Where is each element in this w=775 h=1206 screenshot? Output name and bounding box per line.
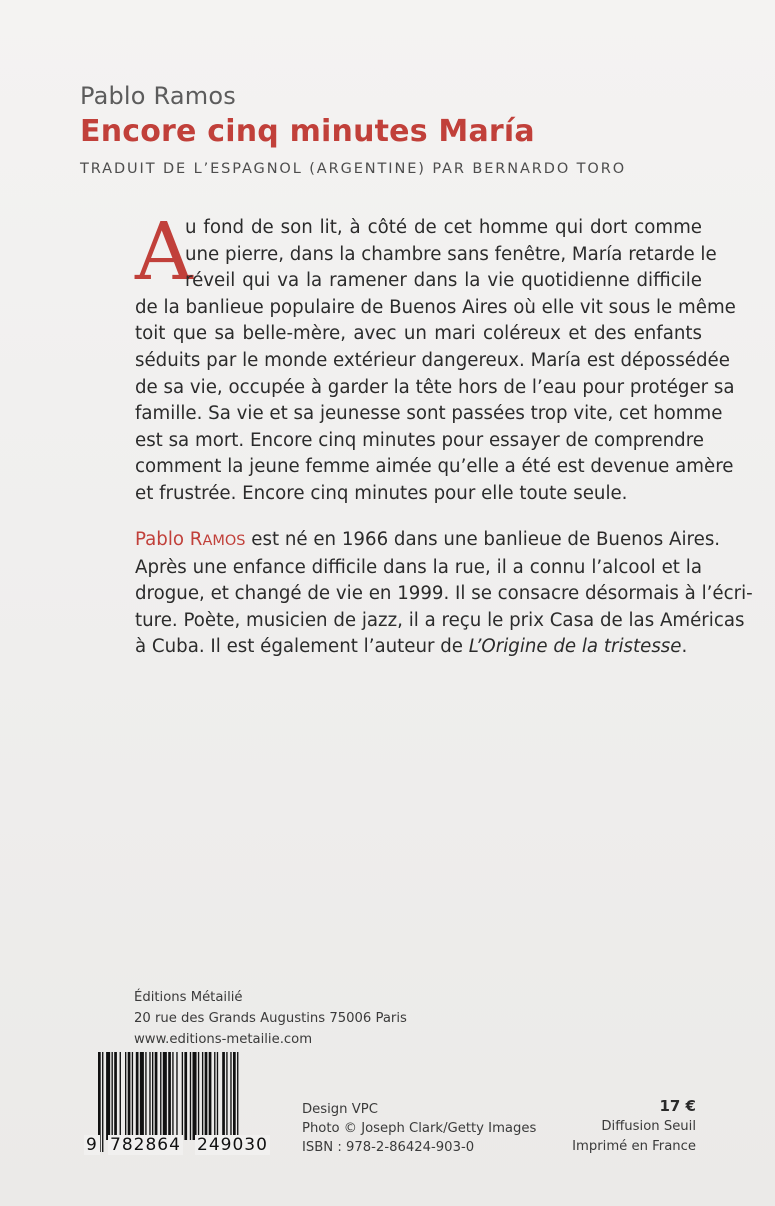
blurb-line: et frustrée. Encore cinq minutes pour elle toute seule. [135,482,628,504]
barcode-digits-group1: 782864 [110,1135,181,1155]
blurb-line: toit que sa belle-mère, avec un mari coléreux et des enfants [135,323,702,345]
blurb-line: comment la jeune femme aimée qu’elle a été est devenue amère [135,456,734,478]
barcode-bar [106,1052,110,1140]
blurb-line: séduits par le monde extérieur dangereux. María est dépossédée [135,349,730,371]
barcode-bar [102,1052,103,1152]
barcode-bar [132,1052,133,1140]
bio-line: Après une enfance difficile dans la rue, il a connu l’alcool et la [135,556,702,578]
barcode-bar [152,1052,153,1140]
publisher-address: 20 rue des Grands Augustins 75006 Paris [134,1011,407,1026]
distribution-info [572,1117,696,1157]
barcode-bar [145,1052,146,1140]
blurb-paragraph [135,215,736,508]
distributor: Diffusion Seuil [601,1119,696,1134]
author-name: Pablo Ramos [80,82,236,110]
book-title: Encore cinq minutes María [80,114,535,149]
publisher-info [134,987,407,1050]
blurb-line: réveil qui va la ramener dans la vie quotidienne difficile [185,270,702,292]
blurb-line: famille. Sa vie et sa jeunesse sont passées trop vite, cet homme [135,403,723,425]
barcode-bar [163,1052,167,1140]
barcode-bar [202,1052,203,1140]
barcode-bar [176,1052,177,1140]
barcode-bar [193,1052,197,1140]
blurb-line: de la banlieue populaire de Buenos Aires où elle vit sous le même [135,296,736,318]
price: 17 € [659,1097,696,1115]
blurb-line: une pierre, dans la chambre sans fenêtre, María retarde le [185,243,717,265]
credits-block [302,1100,536,1157]
blurb-line: de sa vie, occupée à garder la tête hors de l’eau pour protéger sa [135,376,735,398]
barcode-bar [136,1052,139,1140]
bio-author-name: Pablo RAMOS [135,529,246,550]
barcode-bar [125,1052,126,1140]
bio-line: Pablo RAMOS est né en 1966 dans une banlieue de Buenos Aires. [135,529,721,550]
barcode-bar [233,1052,236,1140]
barcode-bar [217,1052,218,1140]
design-credit: Design VPC [302,1102,378,1117]
author-bio [135,527,753,661]
printed-in: Imprimé en France [572,1139,696,1154]
isbn-number: ISBN : 978-2-86424-903-0 [302,1140,475,1155]
barcode-bar [214,1052,215,1140]
barcode-bar [198,1052,199,1140]
publisher-name: Éditions Métailié [134,990,243,1005]
photo-credit: Photo © Joseph Clark/Getty Images [302,1121,537,1136]
barcode-bar [205,1052,208,1140]
blurb-line: u fond de son lit, à côté de cet homme qui dort comme [185,217,702,238]
barcode-bar [182,1052,183,1140]
barcode-bar [155,1052,158,1140]
barcode-bar [149,1052,150,1140]
barcode-bar [160,1052,161,1140]
bio-line: drogue, et changé de vie en 1999. Il se consacre désormais à l’écri- [135,583,753,605]
barcode-bar [140,1052,144,1140]
barcode-bar [184,1052,187,1140]
barcode-bar [112,1052,113,1140]
barcode-digit-first: 9 [86,1135,98,1155]
drop-cap: A [135,205,193,298]
bio-line: ture. Poète, musicien de jazz, il a reçu le prix Casa de las Américas [135,609,745,631]
barcode-bar [114,1052,117,1140]
barcode-bar [128,1052,131,1140]
publisher-website: www.editions-metailie.com [134,1032,313,1047]
barcode-bar [222,1052,225,1140]
barcode-bar [230,1052,231,1140]
previous-book-title: L’Origine de la tristesse [468,636,682,658]
barcode-bar [190,1052,191,1140]
barcode-digits-group2: 249030 [197,1135,268,1155]
barcode-bar [226,1052,227,1140]
blurb-line: est sa mort. Encore cinq minutes pour essayer de comprendre [135,429,704,451]
barcode-bar [120,1052,121,1140]
bio-line: à Cuba. Il est également l’auteur de L’Origine de la tristesse. [135,636,688,658]
barcode-bar [209,1052,212,1140]
translator-credit: TRADUIT DE L’ESPAGNOL (ARGENTINE) PAR BERNARDO TORO [80,161,627,177]
